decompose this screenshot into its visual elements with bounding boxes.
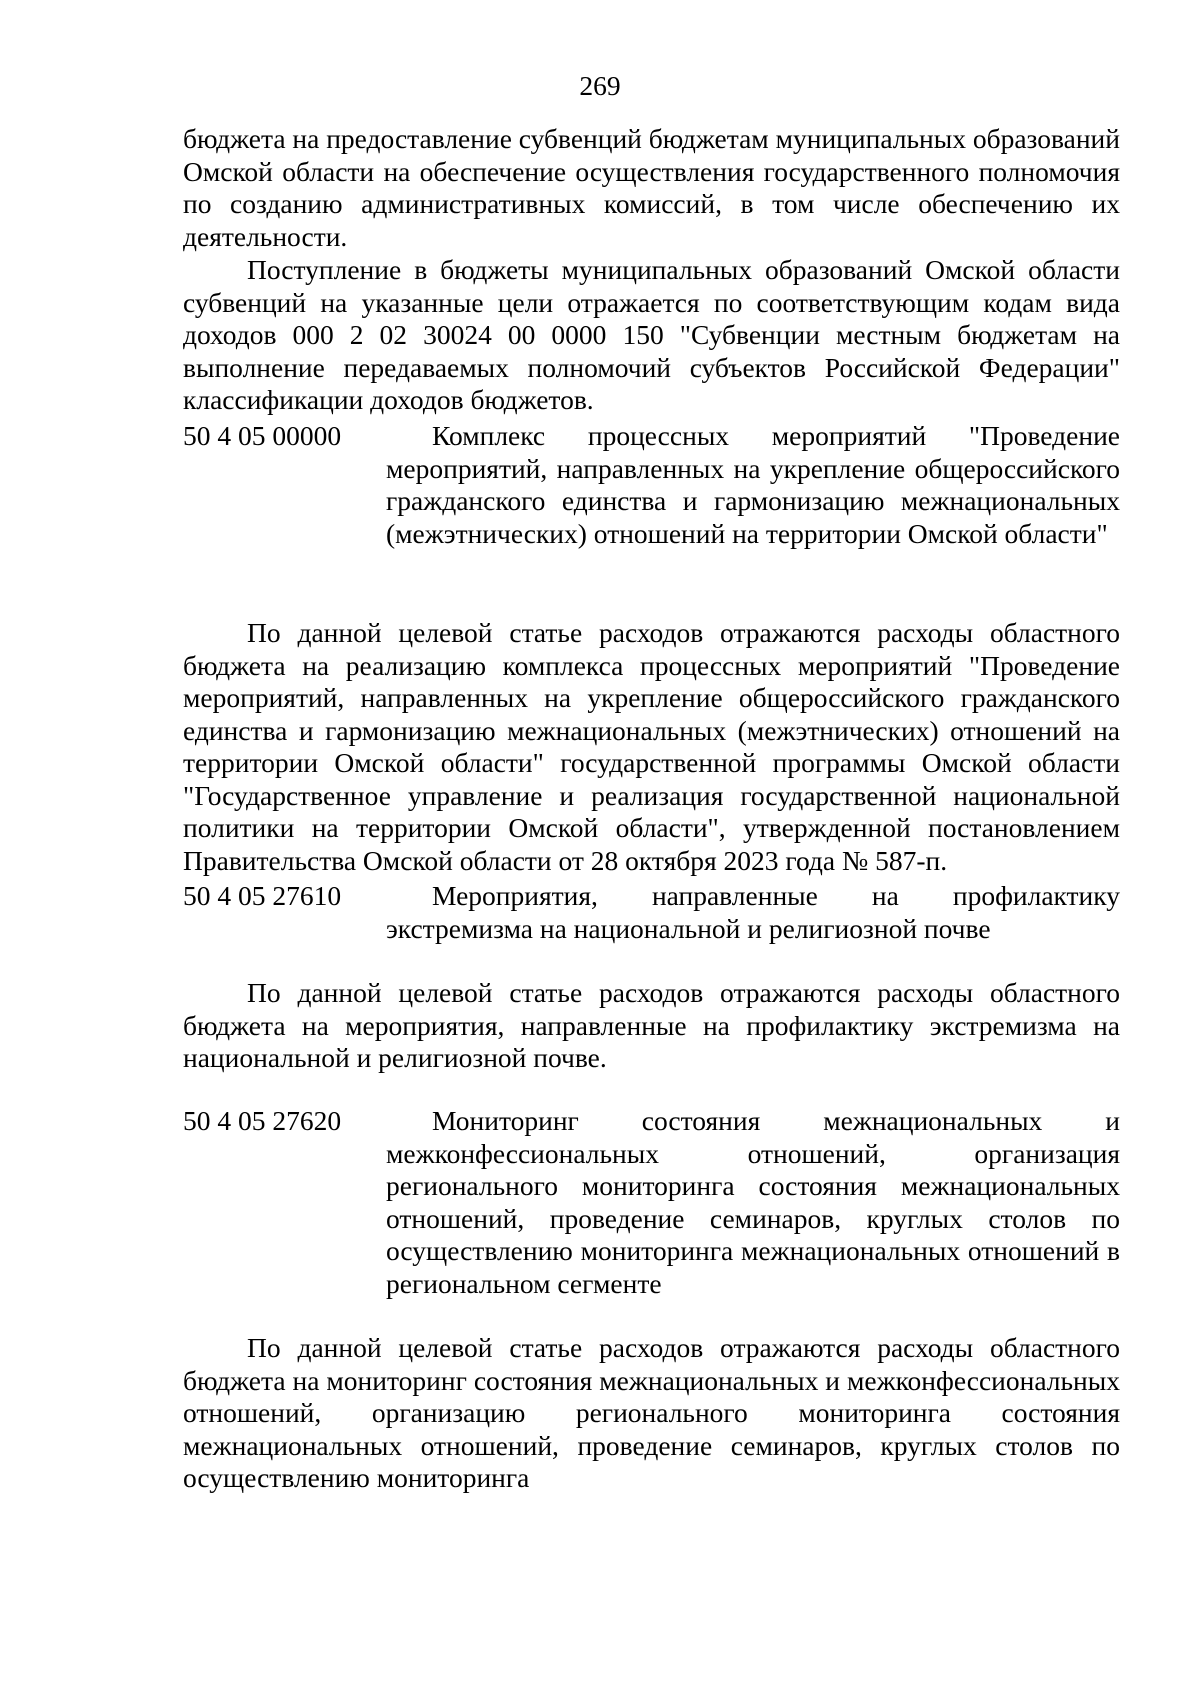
paragraph-continuation: бюджета на предоставление субвенций бюджетам муниципальных образований Омской области на обеспечение осуществления государственного полномочия по созданию административных комиссий, в том числе обеспечению их деятельности. (183, 123, 1120, 252)
paragraph-entry-00000-description: По данной целевой статье расходов отражаются расходы областного бюджета на реализацию комплекса процессных мероприятий "Проведение мероприятий, направленных на укрепление общероссийского гражданского единства и гармонизацию межнациональных (межэтнических) отношений на территории Омской области" государственной программы Омской области "Государственное управление и реализация государственной национальной политики на территории Омской области", утвержденной постановлением Правительства Омской области от 28 октября 2023 года № 587-п. (183, 617, 1120, 876)
paragraph-entry-27610-description: По данной целевой статье расходов отражаются расходы областного бюджета на мероприятия, направленные на профилактику экстремизма на национальной и религиозной почве. (183, 977, 1120, 1073)
budget-entry-title: Комплекс процессных мероприятий "Проведение мероприятий, направленных на укрепление общероссийского гражданского единства и гармонизацию межнациональных (межэтнических) отношений на территории Омской области" (386, 420, 1120, 549)
budget-entry-title: Мониторинг состояния межнациональных и межконфессиональных отношений, организация регионального мониторинга состояния межнациональных отношений, проведение семинаров, круглых столов по осуществлению мониторинга межнациональных отношений в региональном сегменте (386, 1105, 1120, 1299)
paragraph-income-receipt: Поступление в бюджеты муниципальных образований Омской области субвенций на указанные цели отражается по соответствующим кодам вида доходов 000 2 02 30024 00 0000 150 "Субвенции местным бюджетам на выполнение передаваемых полномочий субъектов Российской Федерации" классификации доходов бюджетов. (183, 254, 1120, 415)
budget-entry-50-4-05-27620 (183, 1105, 1120, 1300)
budget-code: 50 4 05 27620 (183, 1105, 342, 1136)
budget-entry-50-4-05-27610 (183, 880, 1120, 945)
budget-code: 50 4 05 00000 (183, 420, 342, 451)
budget-code: 50 4 05 27610 (183, 880, 342, 911)
budget-entry-50-4-05-00000 (183, 420, 1120, 550)
budget-entry-title: Мероприятия, направленные на профилактику экстремизма на национальной и религиозной почве (386, 880, 1120, 944)
paragraph-entry-27620-description: По данной целевой статье расходов отражаются расходы областного бюджета на мониторинг состояния межнациональных и межконфессиональных отношений, организацию регионального мониторинга состояния межнациональных отношений, проведение семинаров, круглых столов по осуществлению мониторинга (183, 1332, 1120, 1493)
page-number: 269 (579, 70, 621, 101)
